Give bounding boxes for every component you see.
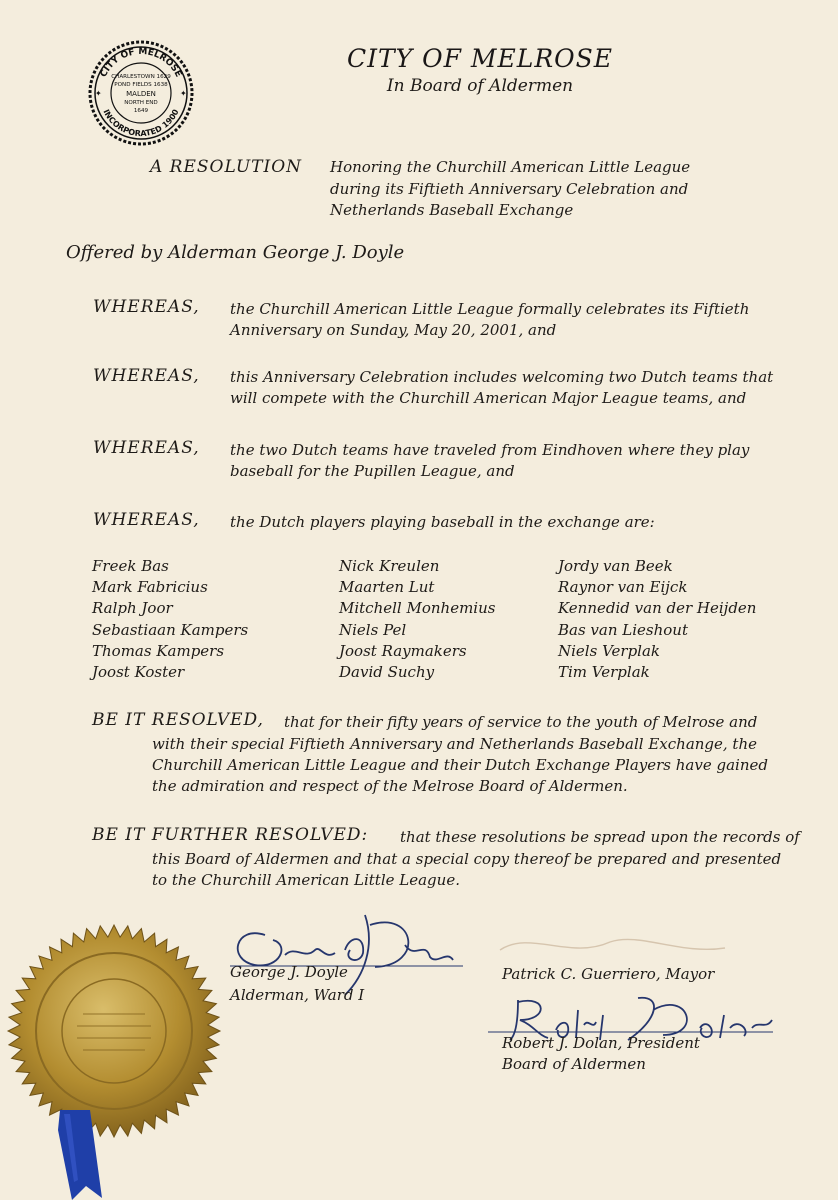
players-column-3: [558, 556, 756, 683]
player-name: Jordy van Beek: [558, 557, 673, 575]
player-name: Joost Raymakers: [339, 641, 467, 660]
document-title: CITY OF MELROSE: [346, 44, 614, 73]
dolan-name: Robert J. Dolan, President: [502, 1034, 700, 1052]
seal-ring-text: CITY OF MELROSE: [98, 46, 184, 80]
whereas-text: baseball for the Pupillen League, and: [230, 462, 515, 480]
resolution-label: A RESOLUTION: [150, 157, 303, 177]
resolution-line: during its Fiftieth Anniversary Celebration and: [330, 180, 689, 198]
svg-text:✦: ✦: [95, 89, 102, 98]
whereas-text: the two Dutch teams have traveled from Eindhoven where they play: [230, 441, 750, 459]
further-resolved-text: this Board of Aldermen and that a special copy thereof be prepared and presented: [152, 850, 782, 868]
resolution-line: Netherlands Baseball Exchange: [330, 201, 574, 219]
player-name: Freek Bas: [92, 557, 169, 575]
offered-by: Offered by Alderman George J. Doyle: [66, 242, 405, 263]
whereas-text: this Anniversary Celebration includes welcoming two Dutch teams that: [230, 368, 774, 386]
player-name: Bas van Lieshout: [558, 620, 688, 639]
player-name: David Suchy: [339, 663, 435, 682]
player-name: Joost Koster: [92, 663, 185, 682]
seal-line: POND FIELDS 1638: [114, 82, 168, 88]
resolved-text: Churchill American Little League and their Dutch Exchange Players have gained: [152, 756, 768, 774]
blue-ribbon: [50, 1110, 112, 1200]
dolan-title: Board of Aldermen: [502, 1055, 646, 1073]
seal-line: MALDEN: [126, 90, 156, 98]
further-resolved-label: BE IT FURTHER RESOLVED:: [92, 825, 369, 845]
player-name: Kennedid van der Heijden: [558, 599, 757, 618]
city-seal-stamp: [88, 40, 194, 146]
resolved-label: BE IT RESOLVED,: [92, 710, 264, 730]
player-name: Mitchell Monhemius: [339, 599, 496, 618]
player-name: Niels Verplak: [558, 641, 660, 660]
mayor-name: Patrick C. Guerriero, Mayor: [502, 965, 715, 983]
mayor-signature-faint: [490, 920, 730, 970]
resolved-text: with their special Fiftieth Anniversary and Netherlands Baseball Exchange, the: [152, 735, 758, 753]
svg-text:✦: ✦: [180, 89, 187, 98]
gold-seal: [5, 922, 223, 1140]
player-name: Ralph Joor: [92, 599, 173, 618]
players-column-2: [339, 556, 495, 683]
seal-line: 1649: [133, 108, 149, 114]
player-name: Sebastiaan Kampers: [92, 620, 249, 639]
further-resolved-text: to the Churchill American Little League.: [152, 871, 460, 889]
further-resolved-text: that these resolutions be spread upon the records of: [400, 828, 800, 846]
document-subtitle: In Board of Aldermen: [386, 76, 574, 96]
player-name: Mark Fabricius: [92, 578, 208, 597]
resolved-text: the admiration and respect of the Melrose Board of Aldermen.: [152, 777, 628, 795]
player-name: Nick Kreulen: [339, 557, 440, 575]
whereas-label: WHEREAS,: [93, 366, 200, 386]
resolution-line: Honoring the Churchill American Little League: [330, 158, 691, 176]
doyle-name: George J. Doyle: [230, 963, 348, 981]
doyle-title: Alderman, Ward I: [230, 986, 365, 1004]
whereas-label: WHEREAS,: [93, 438, 200, 458]
whereas-label: WHEREAS,: [93, 510, 200, 530]
whereas-text: the Churchill American Little League formally celebrates its Fiftieth: [230, 300, 750, 318]
whereas-label: WHEREAS,: [93, 297, 200, 317]
seal-line: CHARLESTOWN 1629: [111, 74, 171, 80]
player-name: Maarten Lut: [339, 578, 435, 597]
whereas-text: Anniversary on Sunday, May 20, 2001, and: [230, 321, 557, 339]
player-name: Thomas Kampers: [92, 641, 225, 660]
player-name: Niels Pel: [339, 620, 407, 639]
whereas-text: the Dutch players playing baseball in the exchange are:: [230, 513, 655, 531]
player-name: Tim Verplak: [558, 663, 650, 682]
resolved-text: that for their fifty years of service to the youth of Melrose and: [284, 713, 758, 731]
players-column-1: [92, 556, 248, 683]
whereas-text: will compete with the Churchill American Major League teams, and: [230, 389, 747, 407]
seal-line: NORTH END: [124, 100, 158, 106]
player-name: Raynor van Eijck: [558, 578, 688, 597]
seal-ring-bottom: INCORPORATED 1900: [101, 107, 181, 139]
